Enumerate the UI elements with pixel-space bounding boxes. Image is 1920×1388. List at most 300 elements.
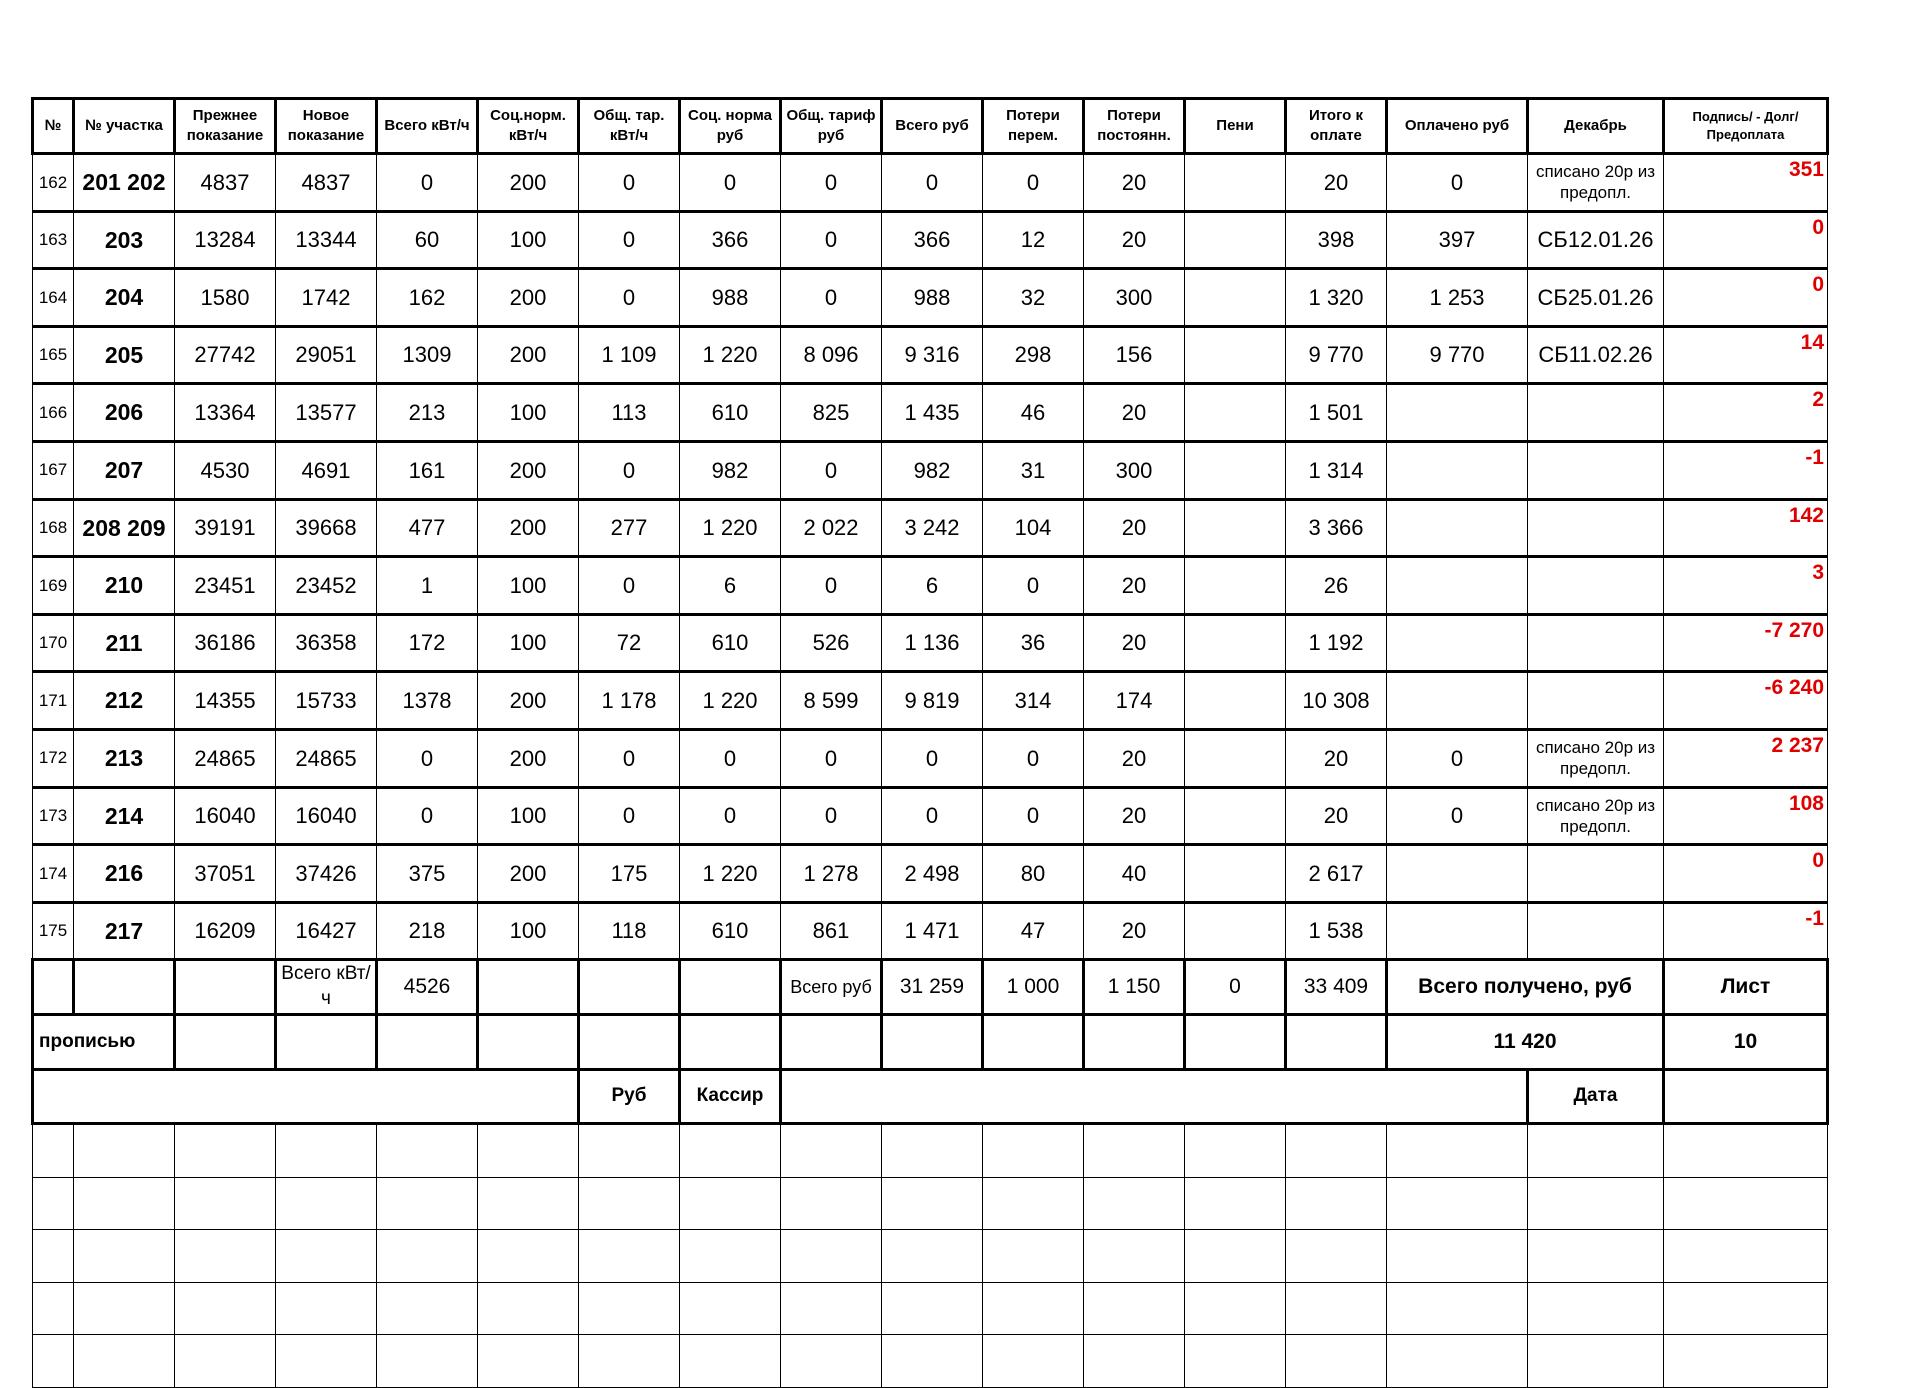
plot-number: 207 xyxy=(74,441,175,499)
total-kwh: 218 xyxy=(377,902,478,960)
social-norm-kwh: 100 xyxy=(478,211,579,269)
blank-cell xyxy=(579,1282,680,1335)
blank-cell xyxy=(1286,1177,1387,1230)
general-tariff-rub: 8 096 xyxy=(781,326,882,384)
losses-constant: 20 xyxy=(1084,787,1185,845)
blank-cell xyxy=(74,1335,175,1388)
general-tariff-kwh: 0 xyxy=(579,441,680,499)
header-cell: № участка xyxy=(74,99,175,154)
row-number: 171 xyxy=(33,672,74,730)
table-row xyxy=(33,384,1828,442)
table-row xyxy=(33,902,1828,960)
blank-row xyxy=(33,1335,1828,1388)
blank-cell xyxy=(74,1230,175,1283)
losses-constant: 20 xyxy=(1084,614,1185,672)
new-reading: 23452 xyxy=(276,557,377,615)
empty-cell xyxy=(276,1014,377,1069)
blank-cell xyxy=(377,1335,478,1388)
social-norm-kwh: 100 xyxy=(478,384,579,442)
empty-cell xyxy=(983,1014,1084,1069)
blank-cell xyxy=(1664,1335,1828,1388)
blank-cell xyxy=(1084,1124,1185,1178)
row-number: 173 xyxy=(33,787,74,845)
blank-cell xyxy=(680,1335,781,1388)
row-number: 169 xyxy=(33,557,74,615)
blank-cell xyxy=(1185,1335,1286,1388)
social-norm-rub: 1 220 xyxy=(680,672,781,730)
new-reading: 4837 xyxy=(276,154,377,212)
new-reading: 39668 xyxy=(276,499,377,557)
rub-label: Руб xyxy=(579,1069,680,1124)
blank-cell xyxy=(1528,1124,1664,1178)
total-rub: 1 471 xyxy=(882,902,983,960)
december-note: списано 20р из предопл. xyxy=(1528,729,1664,787)
header-row xyxy=(33,99,1828,154)
plot-number: 205 xyxy=(74,326,175,384)
table-row xyxy=(33,614,1828,672)
losses-variable: 36 xyxy=(983,614,1084,672)
blank-cell xyxy=(1387,1177,1528,1230)
blank-cell xyxy=(882,1124,983,1178)
debt-balance: -1 xyxy=(1664,902,1828,960)
blank-cell xyxy=(1084,1282,1185,1335)
social-norm-kwh: 200 xyxy=(478,672,579,730)
prev-reading: 16040 xyxy=(175,787,276,845)
plot-number: 216 xyxy=(74,845,175,903)
losses-variable: 31 xyxy=(983,441,1084,499)
social-norm-kwh: 200 xyxy=(478,499,579,557)
blank-cell xyxy=(175,1230,276,1283)
blank-cell xyxy=(1387,1230,1528,1283)
penalty xyxy=(1185,672,1286,730)
amount-due: 1 501 xyxy=(1286,384,1387,442)
prev-reading: 13284 xyxy=(175,211,276,269)
empty-cell xyxy=(680,1014,781,1069)
row-number: 168 xyxy=(33,499,74,557)
december-note xyxy=(1528,614,1664,672)
amount-due: 20 xyxy=(1286,787,1387,845)
amount-due: 20 xyxy=(1286,729,1387,787)
total-kwh: 1378 xyxy=(377,672,478,730)
december-note: СБ25.01.26 xyxy=(1528,269,1664,327)
header-cell: Подпись/ - Долг/Предоплата xyxy=(1664,99,1828,154)
empty-cell xyxy=(680,960,781,1015)
new-reading: 16040 xyxy=(276,787,377,845)
blank-cell xyxy=(680,1177,781,1230)
general-tariff-kwh: 0 xyxy=(579,211,680,269)
debt-balance: 108 xyxy=(1664,787,1828,845)
amount-due: 10 308 xyxy=(1286,672,1387,730)
debt-balance: 0 xyxy=(1664,269,1828,327)
empty-cell xyxy=(1185,1014,1286,1069)
debt-balance: 14 xyxy=(1664,326,1828,384)
blank-cell xyxy=(781,1124,882,1178)
new-reading: 13577 xyxy=(276,384,377,442)
blank-cell xyxy=(377,1230,478,1283)
blank-cell xyxy=(1286,1230,1387,1283)
blank-cell xyxy=(1185,1177,1286,1230)
blank-cell xyxy=(1084,1335,1185,1388)
debt-balance: 2 237 xyxy=(1664,729,1828,787)
plot-number: 208 209 xyxy=(74,499,175,557)
header-cell: Общ. тар. кВт/ч xyxy=(579,99,680,154)
general-tariff-rub: 0 xyxy=(781,441,882,499)
social-norm-rub: 366 xyxy=(680,211,781,269)
losses-constant: 300 xyxy=(1084,441,1185,499)
amount-due: 2 617 xyxy=(1286,845,1387,903)
empty-cell xyxy=(1084,1014,1185,1069)
plot-number: 211 xyxy=(74,614,175,672)
losses-variable: 298 xyxy=(983,326,1084,384)
prev-reading: 36186 xyxy=(175,614,276,672)
table-row xyxy=(33,672,1828,730)
blank-cell xyxy=(276,1282,377,1335)
blank-cell xyxy=(74,1282,175,1335)
amount-paid xyxy=(1387,499,1528,557)
social-norm-kwh: 200 xyxy=(478,269,579,327)
blank-cell xyxy=(1664,1177,1828,1230)
total-kwh: 0 xyxy=(377,729,478,787)
social-norm-kwh: 100 xyxy=(478,557,579,615)
header-cell: Общ. тариф руб xyxy=(781,99,882,154)
losses-variable: 0 xyxy=(983,154,1084,212)
amount-paid xyxy=(1387,672,1528,730)
social-norm-rub: 988 xyxy=(680,269,781,327)
plot-number: 217 xyxy=(74,902,175,960)
amount-paid xyxy=(1387,557,1528,615)
debt-balance: 351 xyxy=(1664,154,1828,212)
empty-cell xyxy=(33,960,74,1015)
empty-cell xyxy=(781,1014,882,1069)
amount-due: 20 xyxy=(1286,154,1387,212)
row-number: 172 xyxy=(33,729,74,787)
total-rub: 0 xyxy=(882,787,983,845)
blank-rows xyxy=(33,1124,1828,1388)
blank-cell xyxy=(175,1282,276,1335)
amount-due: 26 xyxy=(1286,557,1387,615)
amount-paid xyxy=(1387,614,1528,672)
social-norm-kwh: 100 xyxy=(478,614,579,672)
blank-cell xyxy=(276,1124,377,1178)
empty-cell xyxy=(377,1014,478,1069)
table-row xyxy=(33,441,1828,499)
general-tariff-kwh: 72 xyxy=(579,614,680,672)
december-note xyxy=(1528,499,1664,557)
blank-cell xyxy=(1084,1230,1185,1283)
blank-cell xyxy=(276,1177,377,1230)
general-tariff-kwh: 0 xyxy=(579,729,680,787)
blank-cell xyxy=(377,1282,478,1335)
blank-cell xyxy=(882,1282,983,1335)
header-cell: Всего кВт/ч xyxy=(377,99,478,154)
new-reading: 15733 xyxy=(276,672,377,730)
december-note xyxy=(1528,845,1664,903)
total-kwh: 162 xyxy=(377,269,478,327)
row-number: 166 xyxy=(33,384,74,442)
social-norm-kwh: 200 xyxy=(478,845,579,903)
losses-constant: 20 xyxy=(1084,211,1185,269)
blank-cell xyxy=(478,1177,579,1230)
december-note xyxy=(1528,672,1664,730)
losses-constant: 40 xyxy=(1084,845,1185,903)
empty-cell xyxy=(478,1014,579,1069)
prev-reading: 4530 xyxy=(175,441,276,499)
debt-balance: -1 xyxy=(1664,441,1828,499)
december-note xyxy=(1528,557,1664,615)
blank-cell xyxy=(33,1282,74,1335)
total-kwh: 1309 xyxy=(377,326,478,384)
blank-cell xyxy=(1286,1282,1387,1335)
blank-cell xyxy=(33,1124,74,1178)
social-norm-rub: 610 xyxy=(680,384,781,442)
social-norm-kwh: 200 xyxy=(478,326,579,384)
blank-cell xyxy=(1664,1124,1828,1178)
general-tariff-rub: 0 xyxy=(781,787,882,845)
blank-cell xyxy=(983,1282,1084,1335)
total-rub: 2 498 xyxy=(882,845,983,903)
blank-cell xyxy=(1387,1282,1528,1335)
total-rub: 3 242 xyxy=(882,499,983,557)
social-norm-rub: 6 xyxy=(680,557,781,615)
amount-paid: 0 xyxy=(1387,154,1528,212)
amount-paid: 397 xyxy=(1387,211,1528,269)
losses-variable: 314 xyxy=(983,672,1084,730)
total-loss-const: 1 150 xyxy=(1084,960,1185,1015)
general-tariff-kwh: 0 xyxy=(579,787,680,845)
empty-cell xyxy=(175,1014,276,1069)
penalty xyxy=(1185,845,1286,903)
general-tariff-kwh: 0 xyxy=(579,269,680,327)
table-row xyxy=(33,557,1828,615)
losses-variable: 80 xyxy=(983,845,1084,903)
losses-constant: 20 xyxy=(1084,384,1185,442)
row-number: 165 xyxy=(33,326,74,384)
losses-variable: 46 xyxy=(983,384,1084,442)
header-cell: Всего руб xyxy=(882,99,983,154)
blank-cell xyxy=(1286,1335,1387,1388)
prev-reading: 39191 xyxy=(175,499,276,557)
social-norm-rub: 1 220 xyxy=(680,326,781,384)
total-due: 33 409 xyxy=(1286,960,1387,1015)
social-norm-rub: 0 xyxy=(680,154,781,212)
blank-cell xyxy=(1185,1230,1286,1283)
blank-cell xyxy=(1664,1230,1828,1283)
blank-cell xyxy=(1185,1282,1286,1335)
social-norm-kwh: 200 xyxy=(478,729,579,787)
row-number: 170 xyxy=(33,614,74,672)
general-tariff-rub: 8 599 xyxy=(781,672,882,730)
header-cell: № xyxy=(33,99,74,154)
header-cell: Итого к оплате xyxy=(1286,99,1387,154)
losses-constant: 174 xyxy=(1084,672,1185,730)
new-reading: 1742 xyxy=(276,269,377,327)
amount-paid xyxy=(1387,902,1528,960)
general-tariff-rub: 0 xyxy=(781,211,882,269)
general-tariff-rub: 0 xyxy=(781,154,882,212)
blank-row xyxy=(33,1124,1828,1178)
losses-variable: 0 xyxy=(983,787,1084,845)
header-cell: Пени xyxy=(1185,99,1286,154)
table-row xyxy=(33,211,1828,269)
plot-number: 206 xyxy=(74,384,175,442)
losses-variable: 12 xyxy=(983,211,1084,269)
date-label: Дата xyxy=(1528,1069,1664,1124)
debt-balance: -7 270 xyxy=(1664,614,1828,672)
blank-cell xyxy=(1185,1124,1286,1178)
general-tariff-kwh: 277 xyxy=(579,499,680,557)
general-tariff-rub: 861 xyxy=(781,902,882,960)
general-tariff-kwh: 0 xyxy=(579,154,680,212)
total-rub: 1 435 xyxy=(882,384,983,442)
total-kwh: 1 xyxy=(377,557,478,615)
penalty xyxy=(1185,729,1286,787)
blank-cell xyxy=(781,1282,882,1335)
blank-cell xyxy=(33,1177,74,1230)
december-note: СБ12.01.26 xyxy=(1528,211,1664,269)
blank-cell xyxy=(175,1177,276,1230)
total-rub-label: Всего руб xyxy=(781,960,882,1015)
blank-cell xyxy=(579,1177,680,1230)
amount-due: 398 xyxy=(1286,211,1387,269)
amount-due: 9 770 xyxy=(1286,326,1387,384)
ledger-table xyxy=(31,97,1829,1388)
december-note: СБ11.02.26 xyxy=(1528,326,1664,384)
blank-cell xyxy=(33,1335,74,1388)
social-norm-rub: 0 xyxy=(680,787,781,845)
debt-balance: 3 xyxy=(1664,557,1828,615)
row-number: 175 xyxy=(33,902,74,960)
plot-number: 210 xyxy=(74,557,175,615)
blank-cell xyxy=(579,1230,680,1283)
debt-balance: 2 xyxy=(1664,384,1828,442)
footer-row xyxy=(33,1069,1828,1124)
blank-cell xyxy=(680,1282,781,1335)
penalty xyxy=(1185,211,1286,269)
penalty xyxy=(1185,557,1286,615)
blank-row xyxy=(33,1282,1828,1335)
blank-cell xyxy=(1528,1230,1664,1283)
header-cell: Прежнее показание xyxy=(175,99,276,154)
blank-cell xyxy=(276,1230,377,1283)
blank-cell xyxy=(882,1177,983,1230)
table-row xyxy=(33,326,1828,384)
losses-variable: 32 xyxy=(983,269,1084,327)
prev-reading: 24865 xyxy=(175,729,276,787)
general-tariff-kwh: 1 178 xyxy=(579,672,680,730)
blank-cell xyxy=(478,1230,579,1283)
december-note: списано 20р из предопл. xyxy=(1528,787,1664,845)
penalty xyxy=(1185,326,1286,384)
blank-cell xyxy=(377,1177,478,1230)
social-norm-kwh: 100 xyxy=(478,902,579,960)
debt-balance: -6 240 xyxy=(1664,672,1828,730)
penalty xyxy=(1185,384,1286,442)
empty-cell xyxy=(175,960,276,1015)
general-tariff-rub: 2 022 xyxy=(781,499,882,557)
blank-cell xyxy=(1528,1177,1664,1230)
blank-cell xyxy=(1387,1124,1528,1178)
losses-constant: 20 xyxy=(1084,729,1185,787)
header-cell: Потери перем. xyxy=(983,99,1084,154)
blank-cell xyxy=(377,1124,478,1178)
amount-paid: 9 770 xyxy=(1387,326,1528,384)
total-rub: 9 819 xyxy=(882,672,983,730)
empty-cell xyxy=(882,1014,983,1069)
blank-cell xyxy=(781,1335,882,1388)
social-norm-rub: 1 220 xyxy=(680,499,781,557)
general-tariff-rub: 1 278 xyxy=(781,845,882,903)
total-kwh-label: Всего кВт/ч xyxy=(276,960,377,1015)
social-norm-kwh: 200 xyxy=(478,154,579,212)
blank-cell xyxy=(983,1335,1084,1388)
table-row xyxy=(33,845,1828,903)
amount-paid: 1 253 xyxy=(1387,269,1528,327)
total-rub: 0 xyxy=(882,729,983,787)
row-number: 163 xyxy=(33,211,74,269)
prev-reading: 1580 xyxy=(175,269,276,327)
social-norm-rub: 0 xyxy=(680,729,781,787)
prev-reading: 4837 xyxy=(175,154,276,212)
general-tariff-kwh: 175 xyxy=(579,845,680,903)
header-cell: Соц.норм. кВт/ч xyxy=(478,99,579,154)
blank-cell xyxy=(680,1230,781,1283)
new-reading: 4691 xyxy=(276,441,377,499)
blank-cell xyxy=(579,1124,680,1178)
blank-cell xyxy=(276,1335,377,1388)
row-number: 164 xyxy=(33,269,74,327)
new-reading: 24865 xyxy=(276,729,377,787)
total-rub: 0 xyxy=(882,154,983,212)
general-tariff-kwh: 1 109 xyxy=(579,326,680,384)
header-cell: Оплачено руб xyxy=(1387,99,1528,154)
total-kwh: 477 xyxy=(377,499,478,557)
header-cell: Соц. норма руб xyxy=(680,99,781,154)
plot-number: 203 xyxy=(74,211,175,269)
penalty xyxy=(1185,499,1286,557)
blank-cell xyxy=(1084,1177,1185,1230)
blank-cell xyxy=(175,1124,276,1178)
blank-cell xyxy=(882,1335,983,1388)
blank-cell xyxy=(74,1124,175,1178)
total-kwh: 375 xyxy=(377,845,478,903)
blank-cell xyxy=(882,1230,983,1283)
new-reading: 36358 xyxy=(276,614,377,672)
row-number: 167 xyxy=(33,441,74,499)
social-norm-rub: 610 xyxy=(680,902,781,960)
general-tariff-kwh: 0 xyxy=(579,557,680,615)
amount-due: 3 366 xyxy=(1286,499,1387,557)
total-rub: 9 316 xyxy=(882,326,983,384)
total-kwh: 60 xyxy=(377,211,478,269)
general-tariff-rub: 825 xyxy=(781,384,882,442)
totals-row xyxy=(33,960,1828,1015)
general-tariff-rub: 0 xyxy=(781,269,882,327)
amount-paid xyxy=(1387,384,1528,442)
penalty xyxy=(1185,441,1286,499)
blank-cell xyxy=(1528,1335,1664,1388)
blank-cell xyxy=(579,1335,680,1388)
header-cell: Декабрь xyxy=(1528,99,1664,154)
losses-constant: 20 xyxy=(1084,902,1185,960)
blank-row xyxy=(33,1230,1828,1283)
december-note xyxy=(1528,384,1664,442)
losses-variable: 104 xyxy=(983,499,1084,557)
cashier-label: Кассир xyxy=(680,1069,781,1124)
total-kwh: 0 xyxy=(377,787,478,845)
header-cell: Новое показание xyxy=(276,99,377,154)
blank-cell xyxy=(478,1282,579,1335)
sheet-number: 10 xyxy=(1664,1014,1828,1069)
